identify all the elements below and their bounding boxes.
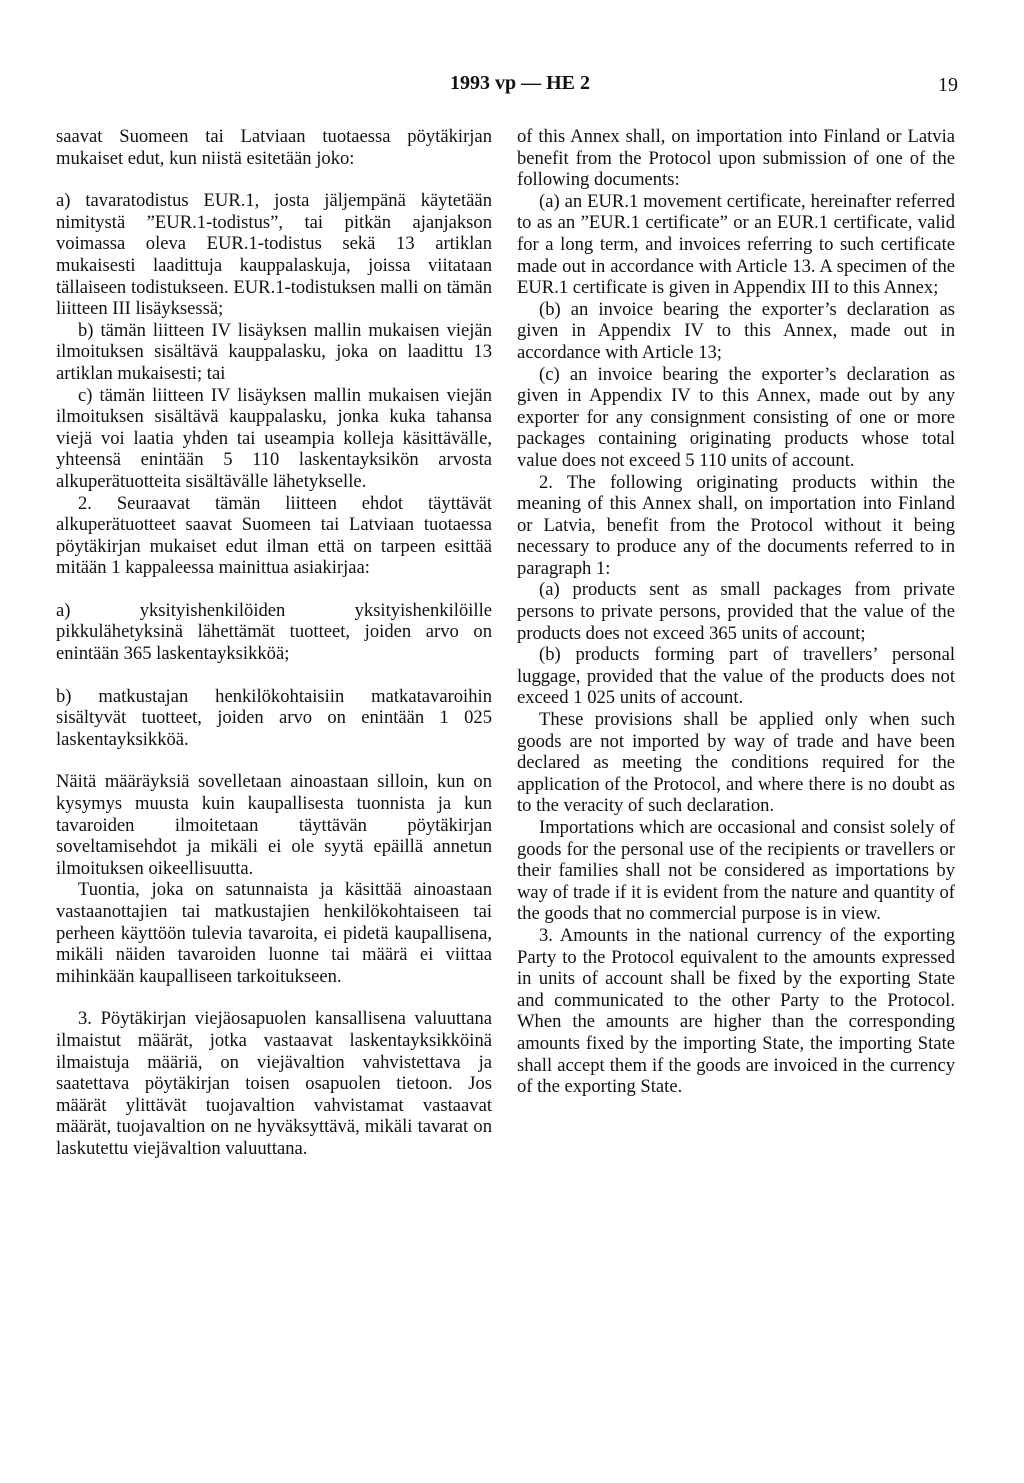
running-title: 1993 vp — HE 2: [449, 72, 591, 94]
fi-paragraph-intro: saavat Suomeen tai Latviaan tuotaessa pöytäkirjan mukaiset edut, kun niistä esitetään joko:: [56, 126, 492, 169]
finnish-column: [56, 126, 492, 1160]
fi-paragraph-provisions: Näitä määräyksiä sovelletaan ainoastaan silloin, kun on kysymys muusta kuin kaupallisesta tuonnista ja kun tavaroiden ilmoitetaan täyttävän pöytäkirjan soveltamisehdot ja mikäli ei ole syytä epäillä annetun ilmoituksen oikeellisuutta.: [56, 771, 492, 879]
en-paragraph-importations: Importations which are occasional and consist solely of goods for the personal use of the recipients or travellers or their families shall not be considered as importations by way of trade if it is evident from the nature and quantity of the goods that no commercial purpose is in view.: [517, 817, 955, 925]
en-paragraph-provisions: These provisions shall be applied only when such goods are not imported by way of trade and have been declared as meeting the conditions required for the application of the Protocol, and where there is no doubt as to the veracity of such declaration.: [517, 709, 955, 817]
english-column: [517, 126, 955, 1098]
en-paragraph-2a: (a) products sent as small packages from private persons to private persons, provided that the value of the products does not exceed 365 units of account;: [517, 579, 955, 644]
fi-paragraph-2a: a) yksityishenkilöiden yksityishenkilöille pikkulähetyksinä lähettämät tuotteet, joiden arvo on enintään 365 laskentayksikköä;: [56, 599, 492, 665]
en-paragraph-3: 3. Amounts in the national currency of the exporting Party to the Protocol equivalent to the amounts expressed in units of account shall be fixed by the exporting State and communicated to the other Party to the Protocol. When the amounts are higher than the corresponding amounts fixed by the importing State, the importing State shall accept them if the goods are invoiced in the currency of the exporting State.: [517, 924, 955, 1098]
en-paragraph-b: (b) an invoice bearing the exporter’s declaration as given in Appendix IV to this Annex, made out in accordance with Article 13;: [517, 298, 955, 363]
en-paragraph-intro: of this Annex shall, on importation into Finland or Latvia benefit from the Protocol upon submission of one of the following documents:: [517, 126, 955, 191]
page-number: 19: [938, 74, 958, 96]
fi-paragraph-c: c) tämän liitteen IV lisäyksen mallin mukaisen viejän ilmoituksen sisältävä kauppalasku, jonka kuka tahansa viejä voi laatia yhden tai useampia kolleja käsittävälle, yhteensä enintään 5 110 laskentayksikön arvosta alkuperätuotteita sisältävälle lähetykselle.: [56, 384, 492, 492]
fi-paragraph-importations: Tuontia, joka on satunnaista ja käsittää ainoastaan vastaanottajien tai matkustajien henkilökohtaiseen tai perheen käyttöön tulevia tavaroita, ei pidetä kaupallisena, mikäli näiden tavaroiden luonne tai määrä ei viittaa mihinkään kaupalliseen tarkoitukseen.: [56, 879, 492, 987]
fi-paragraph-2: 2. Seuraavat tämän liitteen ehdot täyttävät alkuperätuotteet saavat Suomeen tai Latviaan tuotaessa pöytäkirjan mukaiset edut ilman että on tarpeen esittää mitään 1 kappaleessa mainittua asiakirjaa:: [56, 492, 492, 579]
en-paragraph-c: (c) an invoice bearing the exporter’s declaration as given in Appendix IV to this Annex, made out by any exporter for any consignment consisting of one or more packages containing originating products whose total value does not exceed 5 110 units of account.: [517, 363, 955, 471]
fi-paragraph-b: b) tämän liitteen IV lisäyksen mallin mukaisen viejän ilmoituksen sisältävä kauppalasku, joka on laadittu 13 artiklan mukaisesti; tai: [56, 319, 492, 384]
en-paragraph-a: (a) an EUR.1 movement certificate, hereinafter referred to as an ”EUR.1 certificate” or an EUR.1 certificate, valid for a long term, and invoices referring to such certificate made out in accordance with Article 13. A specimen of the EUR.1 certificate is given in Appendix III to this Annex;: [517, 190, 955, 299]
fi-paragraph-2b: b) matkustajan henkilökohtaisiin matkatavaroihin sisältyvät tuotteet, joiden arvo on enintään 1 025 laskentayksikköä.: [56, 685, 492, 750]
page-header: [0, 72, 1024, 102]
fi-paragraph-a: a) tavaratodistus EUR.1, josta jäljempänä käytetään nimitystä ”EUR.1-todistus”, tai pitkän ajanjakson voimassa oleva EUR.1-todistus sekä 13 artiklan mukaisesti laadittuja kauppalaskuja, joissa viitataan tällaiseen todistukseen. EUR.1-todistuksen malli on tämän liitteen III lisäyksessä;: [56, 190, 492, 320]
en-paragraph-2b: (b) products forming part of travellers’ personal luggage, provided that the value of the products does not exceed 1 025 units of account.: [517, 644, 955, 709]
fi-paragraph-3: 3. Pöytäkirjan viejäosapuolen kansallisena valuuttana ilmaistut määrät, jotka vastaavat laskentayksikköinä ilmaistuja määriä, on viejävaltion vahvistettava ja saatettava pöytäkirjan toisen osapuolen tietoon. Jos määrät ylittävät tuojavaltion vahvistamat vastaavat määrät, tuojavaltion on ne hyväksyttävä, mikäli tavarat on laskutettu viejävaltion valuuttana.: [56, 1008, 492, 1159]
en-paragraph-2: 2. The following originating products within the meaning of this Annex shall, on importation into Finland or Latvia, benefit from the Protocol without it being necessary to produce any of the documents referred to in paragraph 1:: [517, 471, 955, 579]
